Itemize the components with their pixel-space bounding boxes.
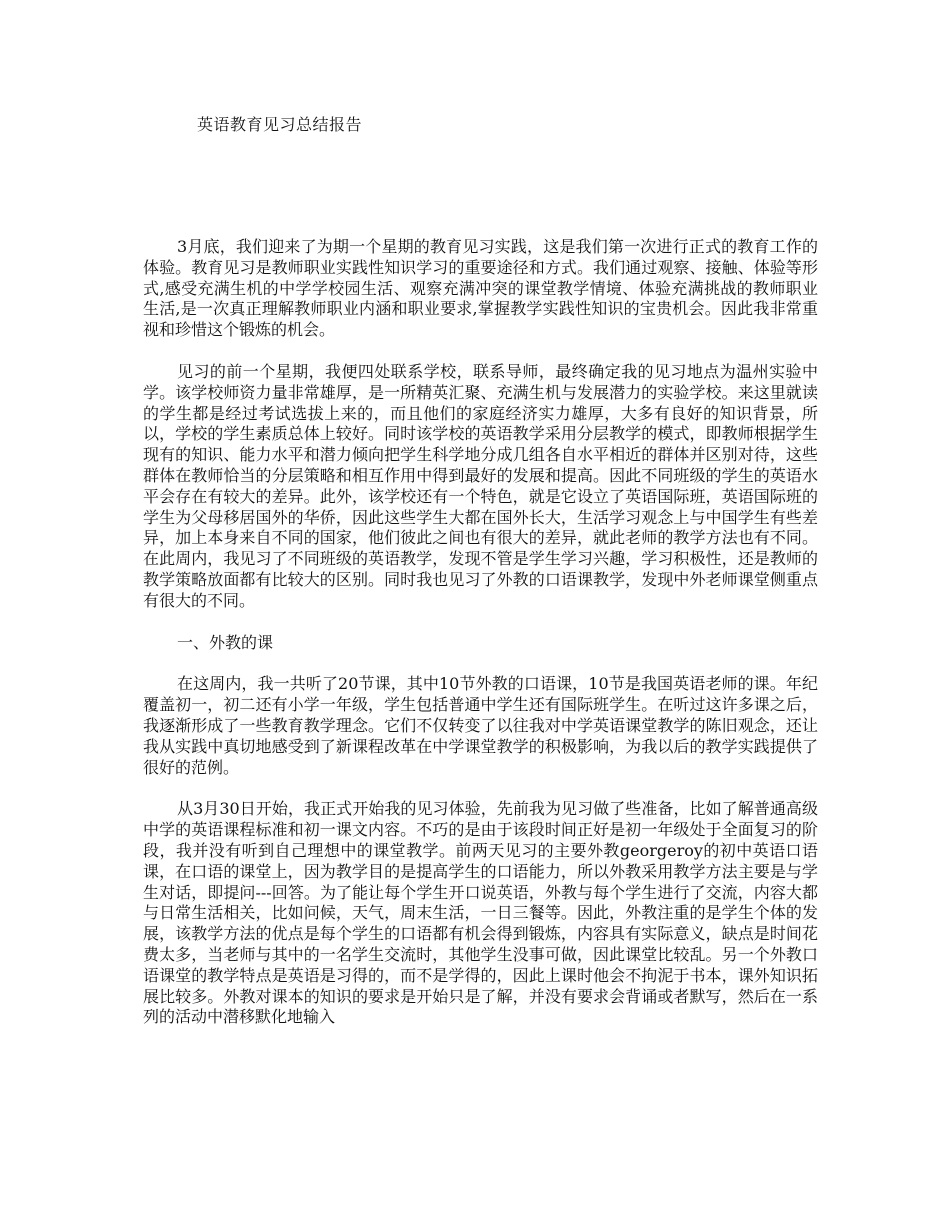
document-title: 英语教育见习总结报告 bbox=[197, 115, 363, 134]
section-heading: 一、外教的课 bbox=[177, 632, 274, 652]
document-body bbox=[143, 237, 818, 1049]
paragraph-foreign-teacher-class: 从3月30日开始，我正式开始我的见习体验，先前我为见习做了些准备，比如了解普通高级中学的英语课程标准和初一课文内容。不巧的是由于该段时间正好是初一年级处于全面复习的阶段，我并没有听到自己理想中的课堂教学。前两天见习的主要外教georgeroy的初中英语口语课，在口语的课堂上，因为教学目的是提高学生的口语能力，所以外教采用教学方法主要是与学生对话，即提问---回答。为了能让每个学生开口说英语，外教与每个学生进行了交流，内容大都与日常生活相关，比如问候，天气，周末生活，一日三餐等。因此，外教注重的是学生个体的发展，该教学方法的优点是每个学生的口语都有机会得到锻炼，内容具有实际意义，缺点是时间花费太多，当老师与其中的一名学生交流时，其他学生没事可做，因此课堂比较乱。另一个外教口语课堂的教学特点是英语是习得的，而不是学得的，因此上课时他会不拘泥于书本，课外知识拓展比较多。外教对课本的知识的要求是开始只是了解，并没有要求会背诵或者默写，然后在一系列的活动中潜移默化地输入 bbox=[143, 799, 818, 1027]
paragraph-lessons-overview: 在这周内，我一共听了20节课，其中10节外教的口语课，10节是我国英语老师的课。年纪覆盖初一，初二还有小学一年级，学生包括普通中学生还有国际班学生。在听过这许多课之后，我逐渐形成了一些教育教学理念。它们不仅转变了以往我对中学英语课堂教学的陈旧观念，还让我从实践中真切地感受到了新课程改革在中学课堂教学的积极影响，为我以后的教学实践提供了很好的范例。 bbox=[143, 674, 818, 777]
paragraph-intro: 3月底，我们迎来了为期一个星期的教育见习实践，这是我们第一次进行正式的教育工作的体验。教育见习是教师职业实践性知识学习的重要途径和方式。我们通过观察、接触、体验等形式,感受充满生机的中学学校园生活、观察充满冲突的课堂教学情境、体验充满挑战的教师职业生活,是一次真正理解教师职业内涵和职业要求,掌握教学实践性知识的宝贵机会。因此我非常重视和珍惜这个锻炼的机会。 bbox=[143, 237, 818, 340]
paragraph-school-background: 见习的前一个星期，我便四处联系学校，联系导师，最终确定我的见习地点为温州实验中学。该学校师资力量非常雄厚，是一所精英汇聚、充满生机与发展潜力的实验学校。来这里就读的学生都是经过考试选拔上来的，而且他们的家庭经济实力雄厚，大多有良好的知识背景，所以，学校的学生素质总体上较好。同时该学校的英语教学采用分层教学的模式，即教师根据学生现有的知识、能力水平和潜力倾向把学生科学地分成几组各自水平相近的群体并区别对待，这些群体在教师恰当的分层策略和相互作用中得到最好的发展和提高。因此不同班级的学生的英语水平会存在有较大的差异。此外，该学校还有一个特色，就是它设立了英语国际班，英语国际班的学生为父母移居国外的华侨，因此这些学生大都在国外长大，生活学习观念上与中国学生有些差异，加上本身来自不同的国家，他们彼此之间也有很大的差异，就此老师的教学方法也有不同。在此周内，我见习了不同班级的英语教学，发现不管是学生学习兴趣，学习积极性，还是教师的教学策略放面都有比较大的区别。同时我也见习了外教的口语课教学，发现中外老师课堂侧重点有很大的不同。 bbox=[143, 361, 818, 610]
